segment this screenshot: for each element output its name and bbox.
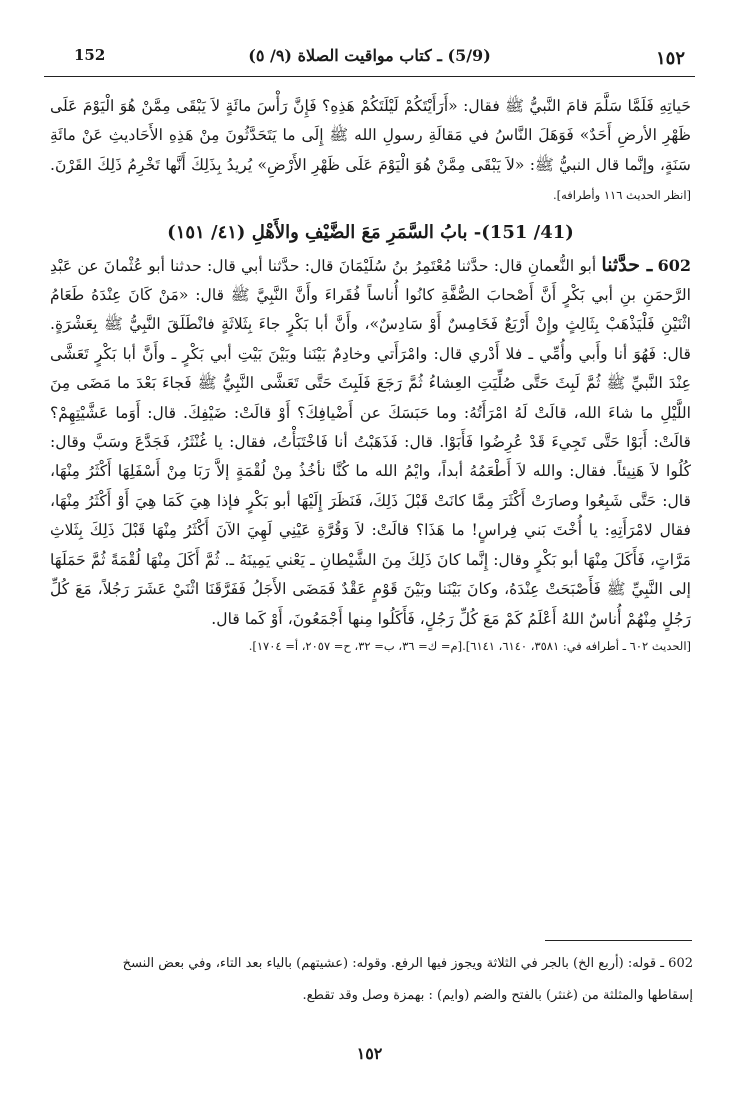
chapter-heading: (41/ 151)- بابُ السَّمَرِ مَعَ الضَّيْفِ والأَهْلِ (٤١/ ١٥١): [167, 221, 574, 243]
hadith-lead: ـ حدَّثنا: [601, 253, 653, 276]
page-number-arabic: ١٥٢: [655, 48, 685, 69]
footnote-line-2: إسقاطها والمثلثة من (غنثر) بالفتح والضم (وايم) : بهمزة وصل وقد تقطع.: [302, 988, 693, 1003]
page-number-latin: 152: [74, 46, 106, 64]
hadith-number: 602: [657, 255, 691, 275]
hadith-text: أبو النُّعمانِ قال: حدَّثنا مُعْتَمِرُ بنُ سُلَيْمَانَ قال: حدَّثنا أبي قال: حدثنا أبو عُثْمانَ عن عَبْدِ الرَّحمَنِ بنِ أبي بَكْرٍ أَنَّ أَصْحابَ الصُّفَّةِ كانُوا أُناساً فُقَراءَ وأَنَّ النَّبِيَّ ﷺ قال: «مَنْ كَانَ عِنْدَهُ طَعَامُ اثْنَيْنِ فَلْيَذْهَبْ بِثَالِثٍ وإِنْ أَرْبَعٌ فَخَامِسٌ أَوْ سَادِسٌ»، وأَنَّ أبا بَكْرٍ جاءَ بِثَلاثَةٍ فانْطَلَقَ النَّبِيُّ ﷺ بِعَشْرَةٍ. قال: فَهُوَ أنا وأَبي وأُمِّي ـ فلا أَدْري قال: وامْرَأَتي وخادِمٌ بَيْنَنا وبَيْنَ بَيْتِ أبي بَكْرٍ ـ وأَنَّ أبا بَكْرٍ تَعَشَّى عِنْدَ النَّبيِّ ﷺ ثُمَّ لَبِثَ حَتَّى صُلِّيَتِ العِشاءُ ثُمَّ رَجَعَ فَلَبِثَ حَتَّى تَعَشَّى النَّبِيُّ ﷺ فَجاءَ بَعْدَ ما مَضَى مِنَ اللَّيْلِ ما شاءَ الله، قالَتْ لَهُ امْرَأَتُهُ: وما حَبَسَكَ عن أَضْيافِكَ؟ أَوْ قالَتْ: ضَيْفِكَ. قال: أَوَما عَشَّيْتِهِمْ؟ قالَتْ: أَبَوْا حَتَّى تَجِيءَ قَدْ عُرِضُوا فَأَبَوْا. قال: فَذَهَبْتُ أنا فَاخْتَبَأْتُ، فقال: يا غُنْثَرُ، فَجَدَّعَ وسَبَّ وقال: كُلُوا لاَ هَنِيئاً. فقال: والله لاَ أَطْعَمُهُ أبداً، وايْمُ الله ما كُنَّا نأخُذُ مِنْ لُقْمَةٍ إلاَّ رَبَا مِنْ أَسْفَلِهَا أَكْثَرُ مِنْهَا، قال: حَتَّى شَبِعُوا وصارَتْ أَكْثَرَ مِمَّا كانَتْ قَبْلَ ذَلِكَ، فَنَظَرَ إِلَيْهَا أبو بَكْرٍ فإذا هِيَ كَمَا هِيَ أَوْ أَكْثَرُ مِنْهَا، فقال لامْرَأَتِهِ: يا أُخْتَ بَني فِراسٍ! ما هَذَا؟ قالَتْ: لاَ وَقُرَّةِ عَيْنِي لَهِيَ الآنَ أَكْثَرُ مِنْهَا قَبْلَ ذَلِكَ بِثَلاثِ مَرَّاتٍ، فَأَكَلَ مِنْهَا أبو بَكْرٍ وقال: إِنَّما كانَ ذَلِكَ مِنَ الشَّيْطانِ ـ يَعْني يَمِينَهُ ـ. ثُمَّ أَكَلَ مِنْهَا لُقْمَةً ثُمَّ حَمَلَهَا إلى النَّبِيِّ ﷺ فَأَصْبَحَتْ عِنْدَهُ، وكانَ بَيْنَنا وبَيْنَ قَوْمٍ عَقْدٌ فَمَضَى الأَجَلُ فَفَرَّقَنَا اثْنَيْ عَشَرَ رَجُلاً، مَعَ كُلِّ رَجُلٍ مِنْهُمْ أُناسٌ اللهُ أَعْلَمُ كَمْ مَعَ كُلِّ رَجُلٍ، فَأَكَلُوا مِنها أَجْمَعُونَ، أَوْ كَما قال.: [50, 256, 691, 628]
running-title: (5/9) ـ كتاب مواقيت الصلاة (٩/ ٥): [248, 46, 491, 65]
hadith-trail: [الحديث ٦٠٢ ـ أطرافه في: ٣٥٨١، ٦١٤٠، ٦١٤١].[م= ك= ٣٦، ب= ٣٢، ح= ٢٠٥٧، أ= ١٧٠٤].: [248, 638, 691, 653]
footnote-divider: [545, 940, 692, 941]
footnote: [46, 948, 693, 1012]
paragraph-continued: [50, 92, 691, 211]
page-header: [44, 40, 695, 77]
paragraph-text: حَياتِهِ فَلَمَّا سَلَّمَ قامَ النَّبيُّ ﷺ فقال: «أَرَأَيْتَكُمْ لَيْلَتَكُمْ هَذِهِ؟ فَإِنَّ رَأْسَ مائَةٍ لاَ يَبْقَى مِمَّنْ هُوَ الْيَوْمَ عَلَى ظَهْرِ الأرضِ أَحَدٌ» فَوَهَلَ النَّاسُ في مَقالَةِ رسولِ الله ﷺ إِلَى ما يَتَحَدَّثُونَ مِنْ هَذِهِ الأَحَاديثِ عَنْ مائَةِ سَنَةٍ، وإنَّما قال النبيُّ ﷺ: «لاَ يَبْقَى مِمَّنْ هُوَ الْيَوْمَ عَلَى ظَهْرِ الأَرْضِ» يُريدُ بِذَلِكَ أَنَّها تَخْرِمُ ذَلِكَ القَرْنَ.: [50, 97, 691, 174]
cross-reference: [انظر الحديث ١١٦ وأطرافه].: [552, 188, 691, 203]
footnote-line-1: 602 ـ قوله: (أربع الخ) بالجر في الثلاثة ويجوز فيها الرفع. وقوله: (عشيتهم) بالياء بعد التاء، وفي بعض النسخ: [122, 956, 693, 971]
main-text: [50, 92, 691, 658]
footer-page-number: ١٥٢: [356, 1044, 383, 1063]
hadith-paragraph: [50, 251, 691, 634]
